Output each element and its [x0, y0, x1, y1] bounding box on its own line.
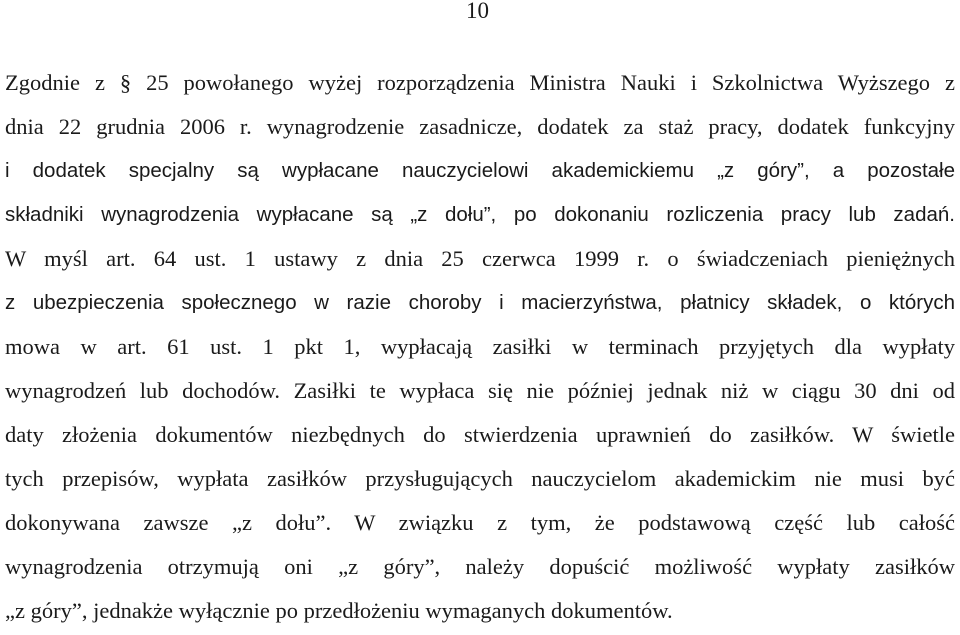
paragraph-line: daty złożenia dokumentów niezbędnych do stwierdzenia uprawnień do zasiłków. W świetle	[5, 422, 955, 447]
paragraph-line: tych przepisów, wypłata zasiłków przysługujących nauczycielom akademickim nie musi być	[5, 466, 955, 491]
page-number: 10	[466, 0, 489, 23]
paragraph-line: składniki wynagrodzenia wypłacane są „z dołu”, po dokonaniu rozliczenia pracy lub zadań.	[5, 203, 955, 226]
paragraph-line: i dodatek specjalny są wypłacane nauczycielowi akademickiemu „z góry”, a pozostałe	[5, 159, 955, 182]
paragraph-line: W myśl art. 64 ust. 1 ustawy z dnia 25 czerwca 1999 r. o świadczeniach pieniężnych	[5, 246, 955, 271]
paragraph-line: dokonywana zawsze „z dołu”. W związku z tym, że podstawową część lub całość	[5, 510, 955, 535]
paragraph-line: dnia 22 grudnia 2006 r. wynagrodzenie zasadnicze, dodatek za staż pracy, dodatek funkcyjny	[5, 114, 955, 139]
paragraph-line: „z góry”, jednakże wyłącznie po przedłożeniu wymaganych dokumentów.	[5, 598, 673, 623]
paragraph-line: wynagrodzeń lub dochodów. Zasiłki te wypłaca się nie później jednak niż w ciągu 30 dni od	[5, 378, 955, 403]
body-paragraph	[5, 63, 955, 635]
paragraph-line: wynagrodzenia otrzymują oni „z góry”, należy dopuścić możliwość wypłaty zasiłków	[5, 554, 955, 579]
paragraph-line: Zgodnie z § 25 powołanego wyżej rozporządzenia Ministra Nauki i Szkolnictwa Wyższego z	[5, 70, 955, 95]
paragraph-line: mowa w art. 61 ust. 1 pkt 1, wypłacają zasiłki w terminach przyjętych dla wypłaty	[5, 334, 955, 359]
paragraph-line: z ubezpieczenia społecznego w razie choroby i macierzyństwa, płatnicy składek, o których	[5, 291, 955, 314]
